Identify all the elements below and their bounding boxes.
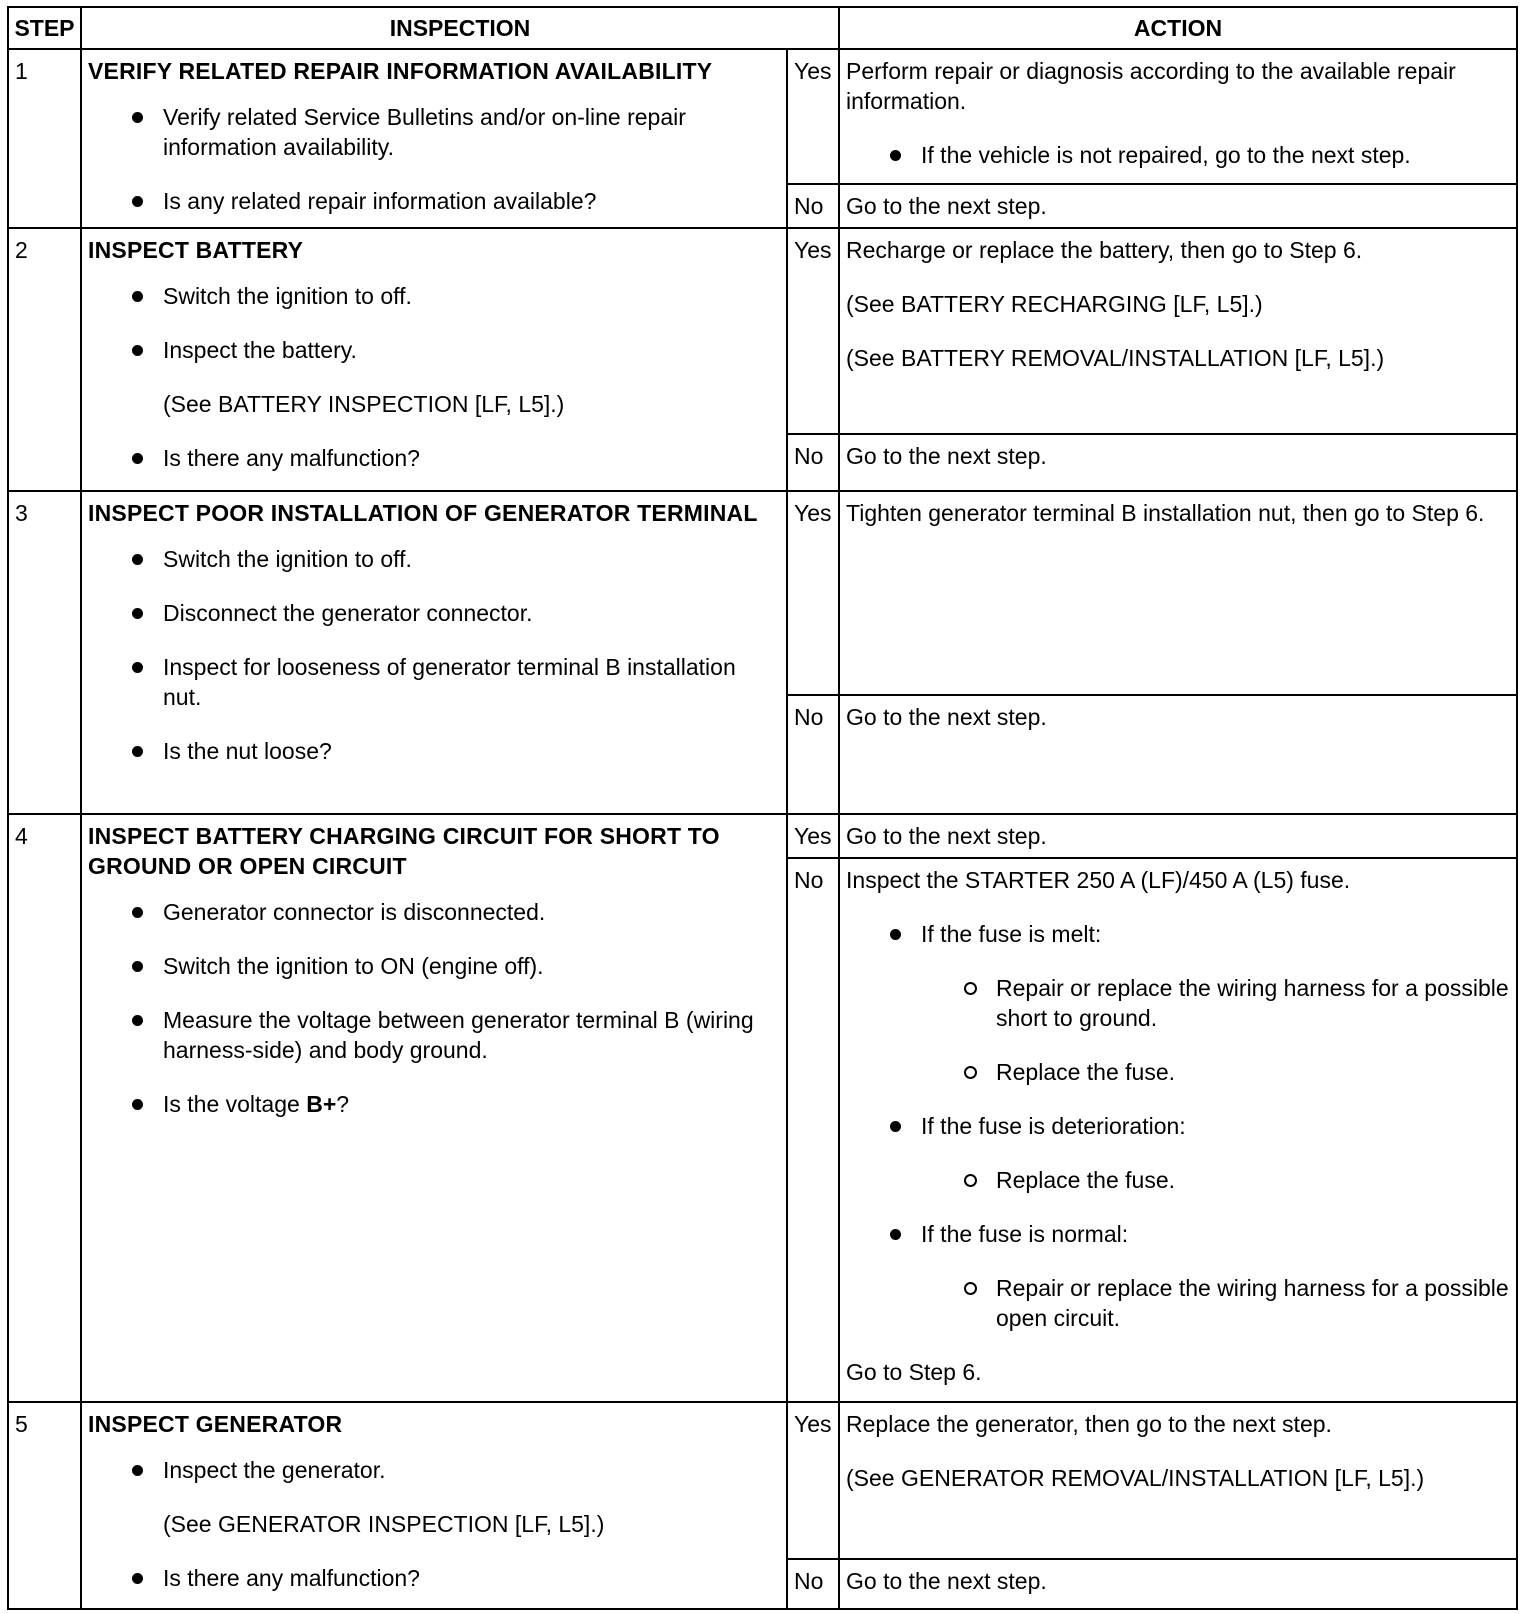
step-inspection xyxy=(81,491,787,814)
answer-yes: Yes xyxy=(787,49,839,184)
inspection-bullet: Inspect the generator. xyxy=(88,1455,780,1485)
inspection-bullet: Inspect for looseness of generator terminal B installation nut. xyxy=(88,652,780,712)
inspection-reference: (See BATTERY INSPECTION [LF, L5].) xyxy=(163,390,565,417)
action-subitem: Repair or replace the wiring harness for a possible open circuit. xyxy=(846,1273,1510,1333)
step-number: 1 xyxy=(8,49,81,228)
action-yes xyxy=(839,49,1517,184)
answer-no: No xyxy=(787,695,839,813)
action-no: Go to the next step. xyxy=(839,434,1517,490)
action-reference: (See BATTERY REMOVAL/INSTALLATION [LF, L5].) xyxy=(846,344,1385,371)
action-no: Go to the next step. xyxy=(839,695,1517,813)
inspection-question: Is the nut loose? xyxy=(88,736,780,766)
action-bullet: If the vehicle is not repaired, go to the next step. xyxy=(846,140,1510,170)
action-text: Recharge or replace the battery, then go to Step 6. xyxy=(846,236,1363,263)
step-number: 4 xyxy=(8,814,81,1402)
action-no xyxy=(839,858,1517,1402)
action-case: If the fuse is deterioration: xyxy=(846,1111,1510,1141)
header-step: STEP xyxy=(8,7,81,49)
action-reference: (See BATTERY RECHARGING [LF, L5].) xyxy=(846,290,1263,317)
inspection-bullet: Generator connector is disconnected. xyxy=(88,897,780,927)
action-subitem: Replace the fuse. xyxy=(846,1057,1510,1087)
inspection-question: Is any related repair information available? xyxy=(88,186,780,216)
action-subitem: Repair or replace the wiring harness for a possible short to ground. xyxy=(846,973,1510,1033)
inspection-reference: (See GENERATOR INSPECTION [LF, L5].) xyxy=(163,1511,605,1538)
step-inspection xyxy=(81,1402,787,1609)
action-text: Inspect the STARTER 250 A (LF)/450 A (L5) fuse. xyxy=(846,867,1351,894)
step-1-yes-row xyxy=(8,49,1517,184)
step-number: 3 xyxy=(8,491,81,814)
answer-yes: Yes xyxy=(787,814,839,858)
step-4-yes-row xyxy=(8,814,1517,858)
action-yes xyxy=(839,1402,1517,1559)
answer-no: No xyxy=(787,1559,839,1609)
answer-no: No xyxy=(787,858,839,1402)
step-number: 5 xyxy=(8,1402,81,1609)
step-title: INSPECT GENERATOR xyxy=(88,1411,343,1438)
action-text: Replace the generator, then go to the next step. xyxy=(846,1411,1332,1438)
step-title: VERIFY RELATED REPAIR INFORMATION AVAILABILITY xyxy=(88,58,713,84)
inspection-bullet: Switch the ignition to ON (engine off). xyxy=(88,951,780,981)
answer-yes: Yes xyxy=(787,491,839,696)
action-case: If the fuse is melt: xyxy=(846,919,1510,949)
action-subitem: Replace the fuse. xyxy=(846,1165,1510,1195)
inspection-bullet: Disconnect the generator connector. xyxy=(88,598,780,628)
step-inspection xyxy=(81,228,787,491)
step-3-yes-row xyxy=(8,491,1517,696)
inspection-bullet: Switch the ignition to off. xyxy=(88,544,780,574)
inspection-question: Is there any malfunction? xyxy=(88,1563,780,1593)
inspection-question xyxy=(88,1089,780,1119)
answer-yes: Yes xyxy=(787,1402,839,1559)
step-inspection xyxy=(81,814,787,1402)
question-text: Is the voltage xyxy=(163,1090,307,1117)
answer-no: No xyxy=(787,434,839,490)
step-number: 2 xyxy=(8,228,81,491)
action-text: Perform repair or diagnosis according to the available repair information. xyxy=(846,58,1456,114)
action-yes xyxy=(839,228,1517,435)
action-yes: Tighten generator terminal B installation nut, then go to Step 6. xyxy=(839,491,1517,696)
diagnostic-table xyxy=(7,6,1518,1610)
header-action: ACTION xyxy=(839,7,1517,49)
step-2-yes-row xyxy=(8,228,1517,435)
inspection-bullet: Inspect the battery. xyxy=(88,335,780,365)
step-inspection xyxy=(81,49,787,228)
inspection-question: Is there any malfunction? xyxy=(88,443,780,473)
step-title: INSPECT BATTERY xyxy=(88,236,304,263)
action-no: Go to the next step. xyxy=(839,184,1517,228)
question-value: B+ xyxy=(306,1090,337,1117)
step-5-yes-row xyxy=(8,1402,1517,1559)
step-title: INSPECT POOR INSTALLATION OF GENERATOR TERMINAL xyxy=(88,499,758,526)
answer-yes: Yes xyxy=(787,228,839,435)
action-outro: Go to Step 6. xyxy=(846,1359,982,1386)
action-reference: (See GENERATOR REMOVAL/INSTALLATION [LF, L5].) xyxy=(846,1465,1425,1492)
header-inspection: INSPECTION xyxy=(81,7,839,49)
action-no: Go to the next step. xyxy=(839,1559,1517,1609)
step-title: INSPECT BATTERY CHARGING CIRCUIT FOR SHORT TO GROUND OR OPEN CIRCUIT xyxy=(88,822,720,879)
answer-no: No xyxy=(787,184,839,228)
inspection-bullet: Verify related Service Bulletins and/or on-line repair information availability. xyxy=(88,102,780,162)
header-row xyxy=(8,7,1517,49)
action-case: If the fuse is normal: xyxy=(846,1219,1510,1249)
action-yes: Go to the next step. xyxy=(839,814,1517,858)
inspection-bullet: Switch the ignition to off. xyxy=(88,281,780,311)
question-mark: ? xyxy=(336,1090,350,1117)
inspection-bullet: Measure the voltage between generator terminal B (wiring harness-side) and body ground. xyxy=(88,1005,780,1065)
